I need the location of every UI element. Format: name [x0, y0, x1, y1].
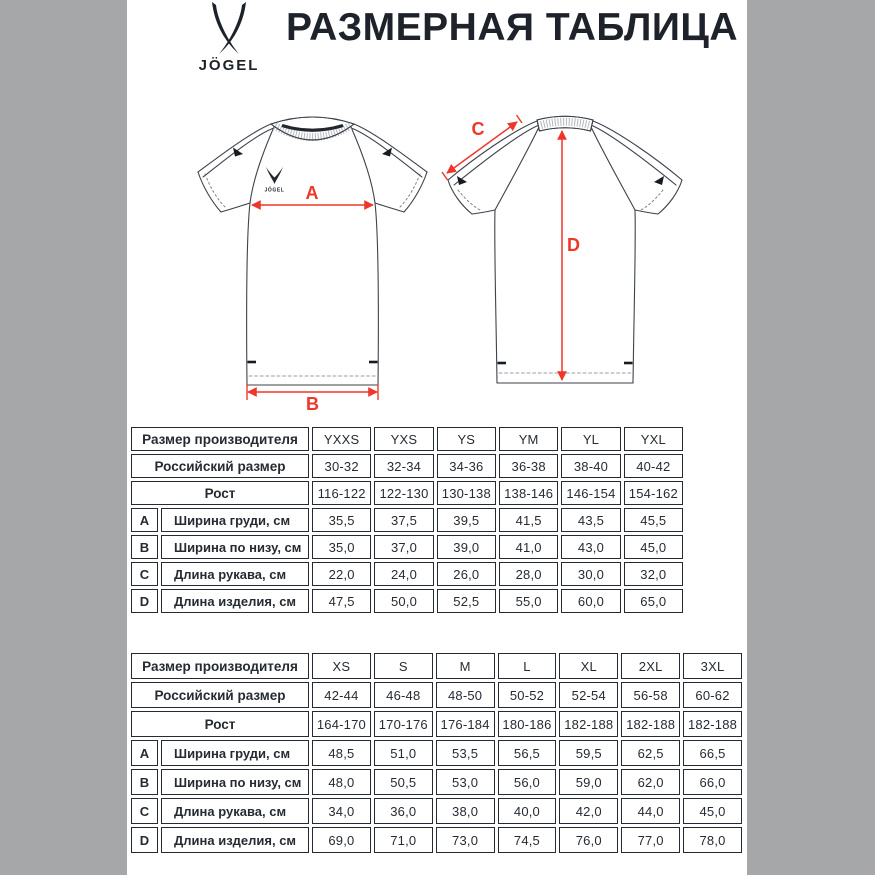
size-cell: 154-162 [624, 481, 683, 505]
measure-letter: C [131, 798, 158, 824]
value-cell: 41,5 [499, 508, 558, 532]
value-cell: 37,0 [374, 535, 433, 559]
size-cell: 2XL [621, 653, 680, 679]
size-cell: YL [561, 427, 620, 451]
value-cell: 44,0 [621, 798, 680, 824]
size-cell: 164-170 [312, 711, 371, 737]
size-cell: 42-44 [312, 682, 371, 708]
value-cell: 24,0 [374, 562, 433, 586]
value-cell: 74,5 [498, 827, 557, 853]
brand-wordmark: JÖGEL [198, 57, 260, 74]
value-cell: 73,0 [436, 827, 495, 853]
size-cell: XL [559, 653, 618, 679]
measurement-row-B [131, 769, 742, 795]
size-cell: 182-188 [621, 711, 680, 737]
sleeve-stripe-mark [233, 148, 243, 157]
size-header-row-1 [131, 682, 742, 708]
measure-label: Длина рукава, см [161, 562, 309, 586]
size-cell: 46-48 [374, 682, 433, 708]
value-cell: 48,5 [312, 740, 371, 766]
value-cell: 39,0 [437, 535, 496, 559]
measurement-row-A [131, 740, 742, 766]
sheet [127, 0, 747, 875]
measure-label: Ширина груди, см [161, 508, 309, 532]
measure-letter: B [131, 769, 158, 795]
size-cell: 176-184 [436, 711, 495, 737]
measure-label-a: A [305, 183, 319, 203]
measurement-row-A [131, 508, 683, 532]
value-cell: 45,0 [624, 535, 683, 559]
value-cell: 56,5 [498, 740, 557, 766]
value-cell: 36,0 [374, 798, 433, 824]
size-cell: XS [312, 653, 371, 679]
size-cell: 182-188 [683, 711, 742, 737]
size-cell: 3XL [683, 653, 742, 679]
measure-letter: C [131, 562, 158, 586]
value-cell: 43,0 [561, 535, 620, 559]
size-cell: YM [499, 427, 558, 451]
value-cell: 50,5 [374, 769, 433, 795]
size-cell: S [374, 653, 433, 679]
measure-label: Длина рукава, см [161, 798, 309, 824]
value-cell: 53,0 [436, 769, 495, 795]
value-cell: 56,0 [498, 769, 557, 795]
value-cell: 40,0 [498, 798, 557, 824]
value-cell: 59,0 [559, 769, 618, 795]
value-cell: 37,5 [374, 508, 433, 532]
value-cell: 71,0 [374, 827, 433, 853]
size-cell: YXS [374, 427, 433, 451]
value-cell: 50,0 [374, 589, 433, 613]
value-cell: 47,5 [312, 589, 371, 613]
brand-logo [193, 2, 265, 74]
size-cell: 48-50 [436, 682, 495, 708]
value-cell: 53,5 [436, 740, 495, 766]
size-header-row-2 [131, 711, 742, 737]
size-header-row-0 [131, 653, 742, 679]
page-title: РАЗМЕРНАЯ ТАБЛИЦА [285, 6, 739, 49]
measure-label: Длина изделия, см [161, 589, 309, 613]
size-cell: 60-62 [683, 682, 742, 708]
tshirt-back-diagram [438, 110, 683, 412]
value-cell: 39,5 [437, 508, 496, 532]
size-cell: 182-188 [559, 711, 618, 737]
size-cell: 52-54 [559, 682, 618, 708]
measure-label-d: D [567, 235, 580, 255]
value-cell: 78,0 [683, 827, 742, 853]
size-cell: L [498, 653, 557, 679]
value-cell: 59,5 [559, 740, 618, 766]
row-header-label: Рост [131, 711, 309, 737]
measure-letter: D [131, 589, 158, 613]
value-cell: 55,0 [499, 589, 558, 613]
size-cell: 116-122 [312, 481, 371, 505]
size-cell: 180-186 [498, 711, 557, 737]
tshirt-front-collar [271, 117, 354, 140]
measure-endbar [442, 172, 448, 180]
tshirt-front-outline [198, 124, 427, 385]
sleeve-stripe-mark [457, 176, 467, 185]
size-cell: 50-52 [498, 682, 557, 708]
size-cell: 170-176 [374, 711, 433, 737]
size-cell: 56-58 [621, 682, 680, 708]
value-cell: 60,0 [561, 589, 620, 613]
value-cell: 28,0 [499, 562, 558, 586]
measure-label-c: C [471, 119, 485, 139]
size-cell: 38-40 [561, 454, 620, 478]
tshirt-front-diagram [195, 110, 430, 412]
size-header-row-2 [131, 481, 683, 505]
measure-label: Ширина по низу, см [161, 769, 309, 795]
measurement-row-C [131, 562, 683, 586]
value-cell: 35,0 [312, 535, 371, 559]
value-cell: 77,0 [621, 827, 680, 853]
size-cell: YS [437, 427, 496, 451]
tshirt-back-outline [448, 121, 682, 383]
value-cell: 48,0 [312, 769, 371, 795]
row-header-label: Российский размер [131, 454, 309, 478]
size-cell: 130-138 [437, 481, 496, 505]
measure-label-b: B [306, 394, 319, 412]
chest-logo [265, 167, 285, 194]
measure-letter: A [131, 740, 158, 766]
row-header-label: Российский размер [131, 682, 309, 708]
value-cell: 45,0 [683, 798, 742, 824]
row-header-label: Размер производителя [131, 653, 309, 679]
value-cell: 34,0 [312, 798, 371, 824]
value-cell: 65,0 [624, 589, 683, 613]
value-cell: 45,5 [624, 508, 683, 532]
measure-label: Ширина по низу, см [161, 535, 309, 559]
measurement-row-B [131, 535, 683, 559]
value-cell: 43,5 [561, 508, 620, 532]
size-cell: 36-38 [499, 454, 558, 478]
value-cell: 38,0 [436, 798, 495, 824]
measure-label: Ширина груди, см [161, 740, 309, 766]
value-cell: 52,5 [437, 589, 496, 613]
value-cell: 51,0 [374, 740, 433, 766]
value-cell: 30,0 [561, 562, 620, 586]
row-header-label: Рост [131, 481, 309, 505]
brand-logo-icon [205, 2, 253, 56]
tshirt-back-collar [537, 116, 593, 131]
value-cell: 62,5 [621, 740, 680, 766]
measurement-row-D [131, 827, 742, 853]
size-cell: M [436, 653, 495, 679]
measurement-row-D [131, 589, 683, 613]
value-cell: 26,0 [437, 562, 496, 586]
value-cell: 66,0 [683, 769, 742, 795]
size-table-youth [128, 424, 686, 616]
measurement-row-C [131, 798, 742, 824]
sleeve-stripe-mark [382, 148, 392, 157]
size-cell: 146-154 [561, 481, 620, 505]
sleeve-stripe-mark [654, 176, 664, 185]
measure-letter: A [131, 508, 158, 532]
size-cell: 40-42 [624, 454, 683, 478]
value-cell: 62,0 [621, 769, 680, 795]
size-cell: 32-34 [374, 454, 433, 478]
size-cell: 138-146 [499, 481, 558, 505]
measure-letter: D [131, 827, 158, 853]
value-cell: 69,0 [312, 827, 371, 853]
row-header-label: Размер производителя [131, 427, 309, 451]
size-header-row-0 [131, 427, 683, 451]
size-cell: 30-32 [312, 454, 371, 478]
value-cell: 32,0 [624, 562, 683, 586]
size-cell: 122-130 [374, 481, 433, 505]
size-cell: 34-36 [437, 454, 496, 478]
value-cell: 35,5 [312, 508, 371, 532]
value-cell: 76,0 [559, 827, 618, 853]
size-header-row-1 [131, 454, 683, 478]
measure-label: Длина изделия, см [161, 827, 309, 853]
chest-logo-text: JÖGEL [264, 187, 285, 194]
value-cell: 22,0 [312, 562, 371, 586]
size-cell: YXXS [312, 427, 371, 451]
value-cell: 41,0 [499, 535, 558, 559]
size-cell: YXL [624, 427, 683, 451]
size-table-adult [128, 650, 745, 856]
measure-letter: B [131, 535, 158, 559]
value-cell: 66,5 [683, 740, 742, 766]
value-cell: 42,0 [559, 798, 618, 824]
measure-endbar [517, 115, 523, 123]
